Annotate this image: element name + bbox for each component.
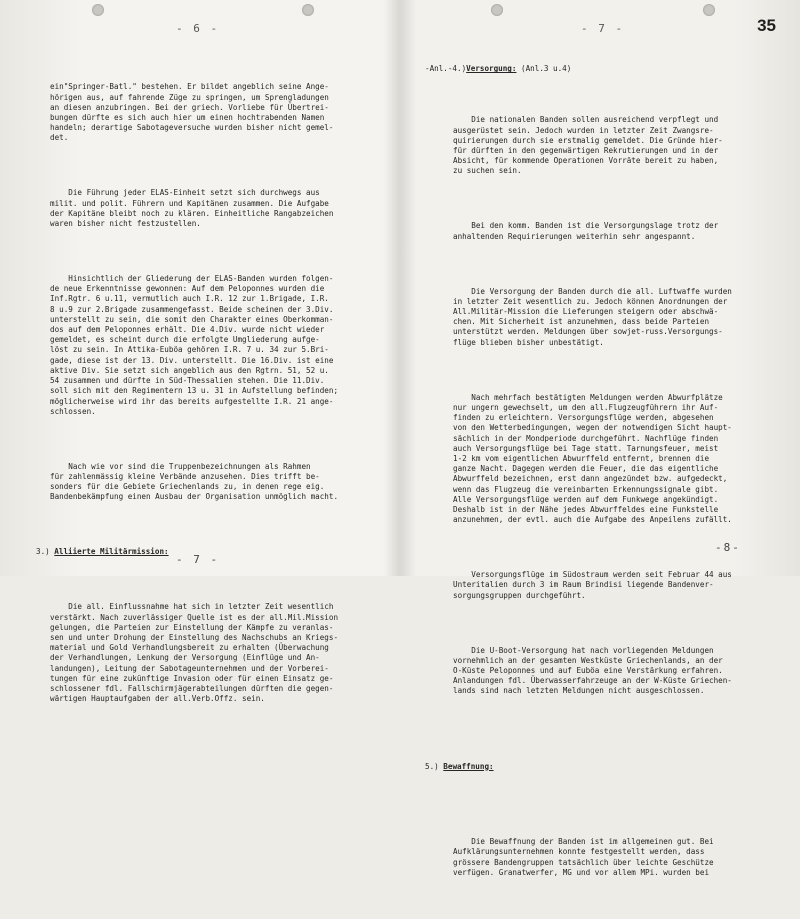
section-4-ref2: (Anl.3 u.4) xyxy=(521,64,572,74)
text-line: Inf.Rgtr. 6 u.11, vermutlich auch I.R. 12 zur 1.Brigade, I.R. xyxy=(50,294,329,304)
punch-hole xyxy=(92,4,104,16)
section-4-title: Versorgung: xyxy=(466,64,517,74)
left-page-number-top: - 6 - xyxy=(176,22,220,35)
text-line: an diesen anzubringen. Bei der griech. Vorliebe für Übertrei- xyxy=(50,102,329,112)
text-line: chen. Mit Sicherheit ist anzunehmen, dass beide Parteien xyxy=(453,317,710,327)
stamped-page-number: 35 xyxy=(757,16,776,35)
text-line: Versorgungsflüge im Südostraum werden seit Februar 44 aus xyxy=(453,570,732,580)
text-line: von den Wetterbedingungen, wegen der notwendigen Sicht haupt- xyxy=(453,423,732,433)
text-line: soll sich mit den Regimentern 13 u. 31 in Aufstellung befinden; xyxy=(50,386,339,396)
text-line: Anlandungen fdl. Überwasserfahrzeuge an der W-Küste Griechen- xyxy=(453,676,732,686)
text-line: lands sind nach letzten Meldungen nicht ausgeschlossen. xyxy=(453,686,705,696)
left-paragraph-1 xyxy=(50,82,338,143)
text-line: tungen für eine zukünftige Invasion oder für einen Einsatz ge- xyxy=(50,673,334,683)
text-line: verfügen. Granatwerfer, MG und vor allem MPi. wurden bei xyxy=(453,867,710,877)
punch-hole xyxy=(302,4,314,16)
text-line: flüge blieben bisher unbestätigt. xyxy=(453,337,604,347)
text-line: Nach mehrfach bestätigten Meldungen werden Abwurfplätze xyxy=(453,392,723,402)
text-line: hörigen aus, auf fahrende Züge zu springen, um Sprengladungen xyxy=(50,92,329,102)
text-line: Die all. Einflussnahme hat sich in letzter Zeit wesentlich xyxy=(50,602,334,612)
text-line: Die Versorgung der Banden durch die all. Luftwaffe wurden xyxy=(453,286,732,296)
section-5-heading xyxy=(425,762,732,772)
text-line: ein"Springer-Batl." bestehen. Er bildet angeblich seine Ange- xyxy=(50,82,329,92)
right-page-number-bottom: -8- xyxy=(715,541,741,554)
text-line: ausgerüstet sein. Jedoch wurden in letzter Zeit Zwangsre- xyxy=(453,125,714,135)
text-line: anzunehmen, der evtl. auch die Aufgabe des Anpeilens zufällt. xyxy=(453,515,732,525)
text-line: Bei den komm. Banden ist die Versorgungslage trotz der xyxy=(453,221,719,231)
text-line: Unteritalien durch 3 im Raum Brindisi liegende Bandenver- xyxy=(453,580,714,590)
left-paragraph-2 xyxy=(50,188,338,229)
text-line: aktive Div. Sie setzt sich angeblich aus den Rgtrn. 51, 52 u. xyxy=(50,365,329,375)
text-line: unterstützt werden. Meldungen über sowjet-russ.Versorgungs- xyxy=(453,327,723,337)
right-page-body xyxy=(425,44,732,919)
text-line: All.Militär-Mission die Lieferungen steigern oder abschwä- xyxy=(453,307,719,317)
text-line: Die nationalen Banden sollen ausreichend verpflegt und xyxy=(453,115,719,125)
text-line: waren bisher nicht festzustellen. xyxy=(50,219,201,229)
text-line: Die U-Boot-Versorgung hat nach vorliegenden Meldungen xyxy=(453,645,714,655)
text-line: dos auf dem Peloponnes erhält. Die 4.Div. wurde nicht wieder xyxy=(50,325,325,335)
section-4-heading xyxy=(425,64,732,74)
text-line: 8 u.9 zur 2.Brigade zusammengefasst. Beide scheinen der 3.Div. xyxy=(50,304,334,314)
text-line: 54 zusammen und dürfte in Süd-Thessalien stehen. Die 11.Div. xyxy=(50,376,325,386)
text-line: gade, diese ist der 13. Div. unterstellt. Die 16.Div. ist eine xyxy=(50,355,334,365)
text-line: det. xyxy=(50,133,69,143)
right-page xyxy=(403,0,800,877)
right-paragraph-6 xyxy=(453,646,732,697)
left-page xyxy=(0,0,398,704)
text-line: Die Führung jeder ELAS-Einheit setzt sich durchwegs aus xyxy=(50,188,320,198)
right-paragraph-2 xyxy=(453,221,732,241)
text-line: material und Gold Verhandlungsbereit zu erhalten (Überwachung xyxy=(50,643,329,653)
text-line: Nach wie vor sind die Truppenbezeichnungen als Rahmen xyxy=(50,461,311,471)
left-paragraph-3 xyxy=(50,274,338,417)
right-paragraph-3 xyxy=(453,287,732,348)
section-5-number: 5.) xyxy=(425,761,439,771)
text-line: quirierungen durch sie erstmalig gemeldet. Die Gründe hier- xyxy=(453,135,723,145)
section-4-ref: -Anl.-4.) xyxy=(425,64,467,74)
text-line: zu suchen sein. xyxy=(453,166,522,176)
text-line: ganze Nacht. Dagegen werden die Feuer, die das eigentliche xyxy=(453,464,719,474)
text-line: möglicherweise wird ihr das bereits aufgestellte I.R. 21 ange- xyxy=(50,396,334,406)
text-line: Die Bewaffnung der Banden ist im allgemeinen gut. Bei xyxy=(453,837,714,847)
text-line: Deshalb ist in der Nähe jedes Abwurffeldes eine Funkstelle xyxy=(453,504,719,514)
text-line: handeln; derartige Sabotageversuche wurden bisher nicht gemel- xyxy=(50,123,334,133)
text-line: nur ungern gewechselt, um den all.Flugzeugführern ihr Auf- xyxy=(453,402,719,412)
text-line: Aufklärungsunternehmen konnte festgestellt werden, dass xyxy=(453,847,705,857)
text-line: vornehmlich an der gesamten Westküste Griechenlands, an der xyxy=(453,655,723,665)
text-line: verstärkt. Nach zuverlässiger Quelle ist es der all.Mil.Mission xyxy=(50,612,339,622)
text-line: schlossen. xyxy=(50,406,96,416)
text-line: de neue Erkenntnisse gewonnen: Auf dem Peloponnes wurden die xyxy=(50,284,325,294)
right-paragraph-7 xyxy=(453,837,732,878)
text-line: schlossener fdl. Fallschirmjägerabteilungen dürften die gegen- xyxy=(50,683,334,693)
text-line: grössere Bandengruppen tatsächlich über leichte Geschütze xyxy=(453,857,714,867)
text-line: sonders für die Gebiete Griechenlands zu, in denen rege eig. xyxy=(50,482,325,492)
text-line: Abwurffeld bezeichnen, erst dann angezündet bzw. aufgedeckt, xyxy=(453,474,728,484)
text-line: wärtigen Hauptaufgaben der all.Verb.Offz. sein. xyxy=(50,694,265,704)
right-page-number-top: - 7 - xyxy=(581,22,625,35)
text-line: anhaltenden Requirierungen weiterhin sehr angespannt. xyxy=(453,231,696,241)
section-3-number: 3.) xyxy=(36,547,50,557)
text-line: O-Küste Peloponnes und auf Euböa eine Verstärkung erfahren. xyxy=(453,665,723,675)
punch-hole xyxy=(703,4,715,16)
section-3-title: Alliierte Militärmission: xyxy=(54,547,169,557)
text-line: der Kapitäne bleibt noch zu klären. Einheitliche Rangabzeichen xyxy=(50,208,334,218)
left-page-body xyxy=(36,62,339,725)
text-line: wenn das Flugzeug die vereinbarten Erkennungssignale gibt. xyxy=(453,484,719,494)
right-paragraph-1 xyxy=(453,115,732,176)
text-line: landungen), Leitung der Sabotageunternehmen und der Vorberei- xyxy=(50,663,329,673)
text-line: für zahlenmässig kleine Verbände anzusehen. Dies trifft be- xyxy=(50,471,320,481)
text-line: sorgungsgruppen durchgeführt. xyxy=(453,590,586,600)
text-line: auch Versorgungsflüge bei Tage statt. Tarnungsfeuer, meist xyxy=(453,443,719,453)
left-page-number-bottom: - 7 - xyxy=(176,553,220,566)
right-paragraph-5 xyxy=(453,570,732,601)
text-line: Absicht, für kommende Operationen Vorräte bereit zu haben, xyxy=(453,156,719,166)
text-line: bungen dürfte es sich auch hier um einen hochtrabenden Namen xyxy=(50,113,325,123)
text-line: Bandenbekämpfung einen Ausbau der Organisation unmöglich macht. xyxy=(50,492,339,502)
text-line: Alle Versorgungsflüge werden auf dem Funkwege angekündigt. xyxy=(453,494,719,504)
text-line: unterstellt zu sein, die somit den Charakter eines Oberkomman- xyxy=(50,314,334,324)
text-line: sen und unter Drohung der Einstellung des Nachschubs an Kriegs- xyxy=(50,632,339,642)
right-paragraph-4 xyxy=(453,393,732,526)
left-paragraph-4 xyxy=(50,462,338,503)
left-paragraph-5 xyxy=(50,602,338,704)
text-line: löst zu sein. In Attika-Euböa gehören I.R. 7 u. 34 zur 5.Bri- xyxy=(50,345,329,355)
text-line: milit. und polit. Führern und Kapitänen zusammen. Die Aufgabe xyxy=(50,198,329,208)
text-line: gelungen, die Parteien zur Einstellung der Kämpfe zu veranlas- xyxy=(50,622,334,632)
text-line: der Verhandlungen, Lenkung der Versorgung (Einflüge und An- xyxy=(50,653,320,663)
text-line: 1-2 km vom eigentlichen Abwurffeld entfernt, brennen die xyxy=(453,453,710,463)
punch-hole xyxy=(491,4,503,16)
text-line: Hinsichtlich der Gliederung der ELAS-Banden wurden folgen- xyxy=(50,274,334,284)
text-line: sächlich in der Mondperiode durchgeführt. Nachflüge finden xyxy=(453,433,719,443)
text-line: für dürften in den gegenwärtigen Rekrutierungen und in der xyxy=(453,146,719,156)
text-line: in letzter Zeit wesentlich zu. Jedoch können Anordnungen der xyxy=(453,296,728,306)
text-line: finden zu erleichtern. Versorgungsflüge werden, abgesehen xyxy=(453,413,714,423)
section-5-title: Bewaffnung: xyxy=(443,761,494,771)
text-line: gemeldet, es scheint durch die erfolgte Umgliederung aufge- xyxy=(50,335,320,345)
